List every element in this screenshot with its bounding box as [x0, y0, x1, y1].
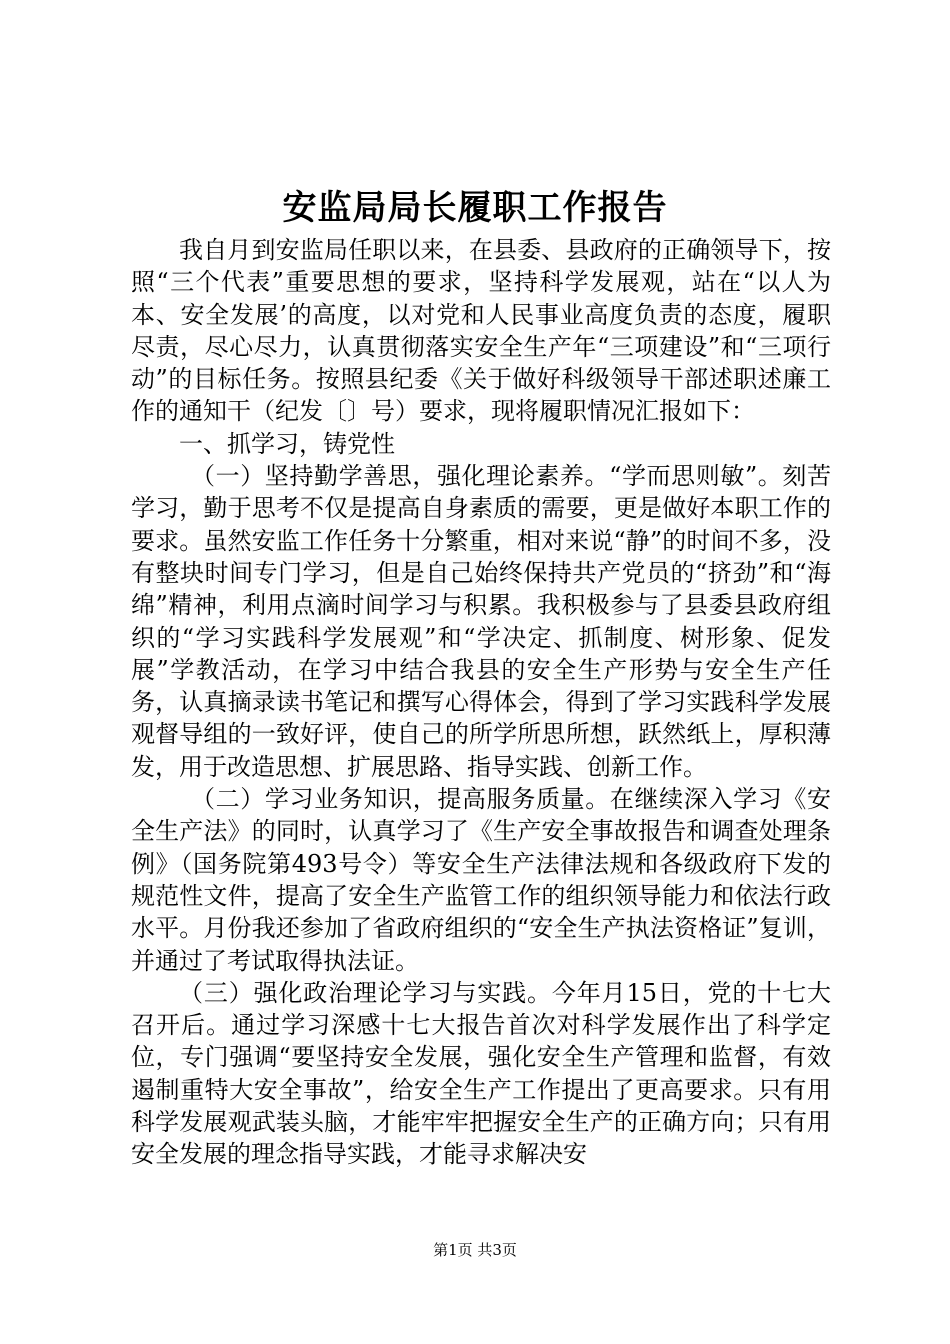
section-heading: 一、抓学习，铸党性	[179, 429, 395, 458]
subsection-paragraph-2: （二）学习业务知识，提高服务质量。在继续深入学习《安全生产法》的同时，认真学习了《生产安全事故报告和调查处理条例》（国务院第493号令）等安全生产法律法规和各级政府下发的规范性文件，提高了安全生产监管工作的组织领导能力和依法行政水平。月份我还参加了省政府组织的“安全生产执法资格证”复训，并通过了考试取得执法证。	[131, 785, 831, 975]
subsection-paragraph-3: （三）强化政治理论学习与实践。今年月15日，党的十七大召开后。通过学习深感十七大报告首次对科学发展作出了科学定位，专门强调“要坚持安全发展，强化安全生产管理和监督，有效遏制重特大安全事故”，给安全生产工作提出了更高要求。只有用科学发展观武装头脑，才能牢牢把握安全生产的正确方向；只有用安全发展的理念指导实践，才能寻求解决安	[131, 978, 831, 1169]
page-footer: 第1页 共3页	[433, 1241, 517, 1259]
document-title: 安监局局长履职工作报告	[282, 188, 668, 228]
intro-paragraph: 我自月到安监局任职以来，在县委、县政府的正确领导下，按照“三个代表”重要思想的要求，坚持科学发展观，站在“以人为本、安全发展’的高度，以对党和人民事业高度负责的态度，履职尽责，尽心尽力，认真贯彻落实安全生产年“三项建设”和“三项行动”的目标任务。按照县纪委《关于做好科级领导干部述职述廉工作的通知干（纪发〔〕号）要求，现将履职情况汇报如下：	[131, 236, 831, 426]
subsection-paragraph-1: （一）坚持勤学善思，强化理论素养。“学而思则敏”。刻苦学习，勤于思考不仅是提高自身素质的需要，更是做好本职工作的要求。虽然安监工作任务十分繁重，相对来说“静”的时间不多，没有整块时间专门学习，但是自己始终保持共产党员的“挤劲”和“海绵”精神，利用点滴时间学习与积累。我积极参与了县委县政府组织的“学习实践科学发展观”和“学决定、抓制度、树形象、促发展”学教活动，在学习中结合我县的安全生产形势与安全生产任务，认真摘录读书笔记和撰写心得体会，得到了学习实践科学发展观督导组的一致好评，使自己的所学所思所想，跃然纸上，厚积薄发，用于改造思想、扩展思路、指导实践、创新工作。	[131, 462, 831, 781]
document-body	[131, 234, 831, 1171]
